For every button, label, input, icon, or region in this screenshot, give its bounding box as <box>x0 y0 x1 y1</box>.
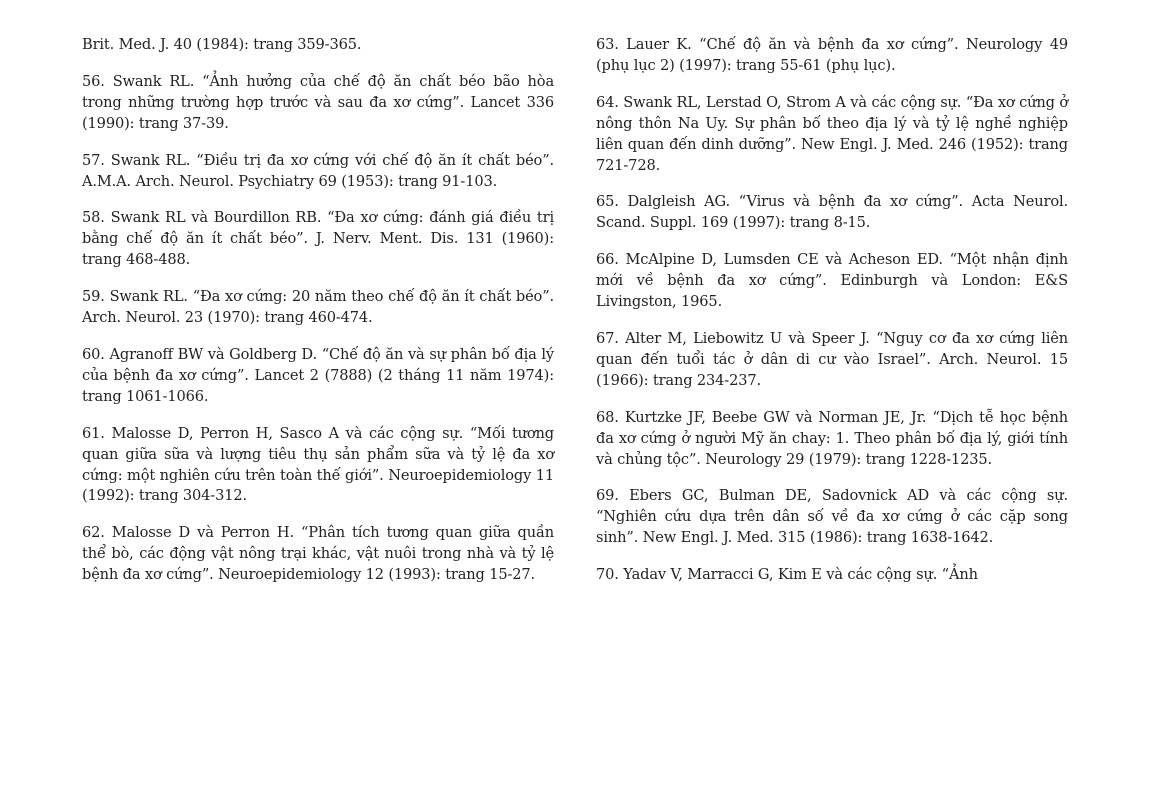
reference-entry: 67. Alter M, Liebowitz U và Speer J. “Nguy cơ đa xơ cứng liên quan đến tuổi tác ở dân di cư vào Israel”. Arch. Neurol. 15 (1966): trang 234-237. <box>596 329 1068 389</box>
reference-entry: 65. Dalgleish AG. “Virus và bệnh đa xơ cứng”. Acta Neurol. Scand. Suppl. 169 (1997): trang 8-15. <box>596 193 1068 232</box>
reference-entry: 66. McAlpine D, Lumsden CE và Acheson ED. “Một nhận định mới về bệnh đa xơ cứng”. Edinburgh và London: E&S Livingston, 1965. <box>596 251 1068 311</box>
reference-entry: 68. Kurtzke JF, Beebe GW và Norman JE, Jr. “Dịch tễ học bệnh đa xơ cứng ở người Mỹ ăn chay: 1. Theo phân bố địa lý, giới tính và chủng tộc”. Neurology 29 (1979): trang 1228-1235. <box>596 408 1068 468</box>
reference-entry: Brit. Med. J. 40 (1984): trang 359-365. <box>82 36 362 53</box>
reference-entry: 70. Yadav V, Marracci G, Kim E và các cộng sự. “Ảnh <box>596 566 978 584</box>
reference-entry: 57. Swank RL. “Điều trị đa xơ cứng với chế độ ăn ít chất béo”. A.M.A. Arch. Neurol. Psychiatry 69 (1953): trang 91-103. <box>82 151 554 190</box>
reference-entry: 60. Agranoff BW và Goldberg D. “Chế độ ăn và sự phân bố địa lý của bệnh đa xơ cứng”. Lancet 2 (7888) (2 tháng 11 năm 1974): trang 1061-1066. <box>82 345 554 405</box>
reference-entry: 61. Malosse D, Perron H, Sasco A và các cộng sự. “Mối tương quan giữa sữa và lượng tiêu thụ sản phẩm sữa và tỷ lệ đa xơ cứng: một nghiên cứu trên toàn thế giới”. Neuroepidemiology 11 (1992): trang 304-312. <box>82 424 554 505</box>
reference-column-right <box>596 35 1068 602</box>
reference-column-left <box>82 35 554 602</box>
reference-entry: 62. Malosse D và Perron H. “Phân tích tương quan giữa quần thể bò, các động vật nông trại khác, vật nuôi trong nhà và tỷ lệ bệnh đa xơ cứng”. Neuroepidemiology 12 (1993): trang 15-27. <box>82 524 554 584</box>
reference-entry: 63. Lauer K. “Chế độ ăn và bệnh đa xơ cứng”. Neurology 49 (phụ lục 2) (1997): trang 55-61 (phụ lục). <box>596 36 1068 74</box>
reference-entry: 56. Swank RL. “Ảnh hưởng của chế độ ăn chất béo bão hòa trong những trường hợp trước và sau đa xơ cứng”. Lancet 336 (1990): trang 37-39. <box>82 72 554 132</box>
reference-entry: 69. Ebers GC, Bulman DE, Sadovnick AD và các cộng sự. “Nghiên cứu dựa trên dân số về đa xơ cứng ở các cặp song sinh”. New Engl. J. Med. 315 (1986): trang 1638-1642. <box>596 487 1068 547</box>
reference-entry: 59. Swank RL. “Đa xơ cứng: 20 năm theo chế độ ăn ít chất béo”. Arch. Neurol. 23 (1970): trang 460-474. <box>82 288 554 327</box>
reference-entry: 58. Swank RL và Bourdillon RB. “Đa xơ cứng: đánh giá điều trị bằng chế độ ăn ít chất béo”. J. Nerv. Ment. Dis. 131 (1960): trang 468-488. <box>82 209 554 269</box>
reference-entry: 64. Swank RL, Lerstad O, Strom A và các cộng sự. “Đa xơ cứng ở nông thôn Na Uy. Sự phân bố theo địa lý và tỷ lệ nghề nghiệp liên quan đến dinh dưỡng”. New Engl. J. Med. 246 (1952): trang 721-728. <box>596 93 1068 174</box>
